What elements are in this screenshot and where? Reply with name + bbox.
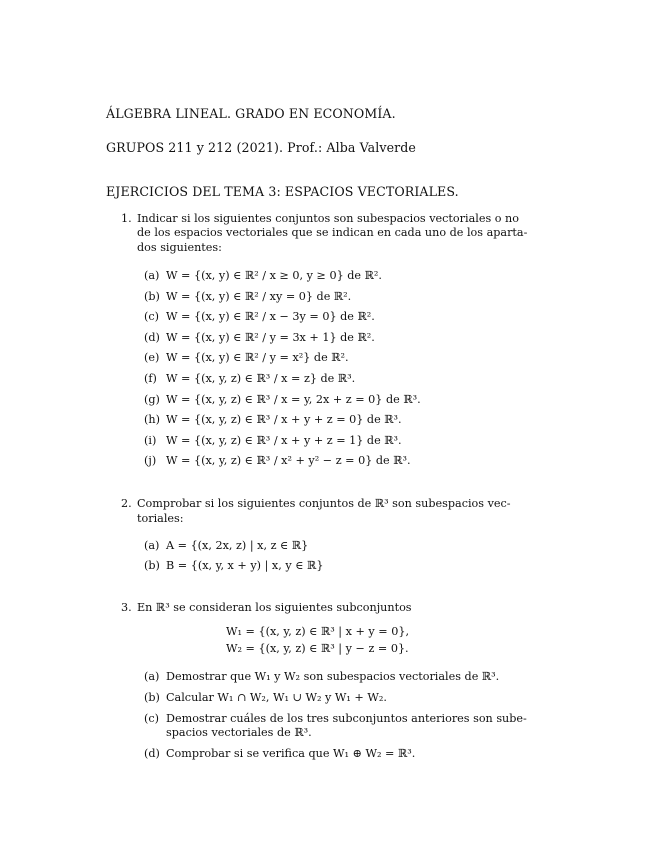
exercise-2-text-line: Comprobar si los siguientes conjuntos de ℝ³ son subespacios vec-	[137, 497, 511, 510]
exercise-3-item-c	[144, 712, 527, 725]
item-text: W = {(x, y, z) ∈ ℝ³ / x + y + z = 1} de ℝ³.	[166, 434, 402, 447]
item-label: (i)	[144, 434, 157, 447]
exercise-1-item-f	[144, 372, 355, 385]
exercise-3-item-b	[144, 691, 387, 704]
item-text: W = {(x, y) ∈ ℝ² / x ≥ 0, y ≥ 0} de ℝ².	[166, 269, 382, 282]
item-label: (d)	[144, 331, 160, 344]
item-text: W = {(x, y, z) ∈ ℝ³ / x = z} de ℝ³.	[166, 372, 356, 385]
exercise-2-item-b	[144, 559, 323, 572]
exercise-1-item-c	[144, 310, 375, 323]
item-label: (b)	[144, 290, 160, 303]
item-text: Demostrar cuáles de los tres subconjuntos anteriores son sube-	[166, 712, 527, 725]
item-text: W = {(x, y, z) ∈ ℝ³ / x + y + z = 0} de ℝ³.	[166, 413, 402, 426]
item-label: (h)	[144, 413, 160, 426]
item-label: (b)	[144, 559, 160, 572]
exercise-2-number: 2.	[121, 497, 132, 510]
item-label: (g)	[144, 393, 160, 406]
item-label: (j)	[144, 454, 157, 467]
item-label: (a)	[144, 269, 160, 282]
exercise-2-item-a	[144, 539, 308, 552]
item-label: (f)	[144, 372, 157, 385]
exercise-1-item-d	[144, 331, 375, 344]
item-text: W = {(x, y) ∈ ℝ² / y = x²} de ℝ².	[166, 351, 349, 364]
item-label: (b)	[144, 691, 160, 704]
exercise-3-item-a	[144, 670, 499, 683]
item-text: W = {(x, y, z) ∈ ℝ³ / x = y, 2x + z = 0} de ℝ³.	[166, 393, 421, 406]
topic-heading: EJERCICIOS DEL TEMA 3: ESPACIOS VECTORIALES.	[106, 184, 459, 199]
equation-w1: W₁ = {(x, y, z) ∈ ℝ³ | x + y = 0},	[226, 625, 410, 638]
item-text: B = {(x, y, x + y) | x, y ∈ ℝ}	[166, 559, 324, 572]
document-title: ÁLGEBRA LINEAL. GRADO EN ECONOMÍA.	[106, 106, 396, 121]
item-text: A = {(x, 2x, z) | x, z ∈ ℝ}	[166, 539, 309, 552]
exercise-3-number: 3.	[121, 601, 132, 614]
exercise-3-item-d	[144, 747, 415, 760]
exercise-1-item-i	[144, 434, 402, 447]
item-label: (e)	[144, 351, 160, 364]
exercise-3-item-c-continuation: spacios vectoriales de ℝ³.	[166, 726, 312, 739]
item-label: (c)	[144, 310, 159, 323]
item-label: (a)	[144, 670, 160, 683]
groups-line: GRUPOS 211 y 212 (2021). Prof.: Alba Valverde	[106, 140, 416, 155]
item-text: W = {(x, y) ∈ ℝ² / x − 3y = 0} de ℝ².	[166, 310, 375, 323]
item-text: W = {(x, y) ∈ ℝ² / y = 3x + 1} de ℝ².	[166, 331, 375, 344]
exercise-1-item-h	[144, 413, 402, 426]
exercise-2-text-line: toriales:	[137, 512, 184, 525]
exercise-1-item-j	[144, 454, 411, 467]
exercise-1-item-b	[144, 290, 351, 303]
item-text: W = {(x, y) ∈ ℝ² / xy = 0} de ℝ².	[166, 290, 352, 303]
exercise-1-number: 1.	[121, 212, 132, 225]
exercise-1-item-a	[144, 269, 382, 282]
exercise-1-text-line: dos siguientes:	[137, 241, 222, 254]
item-label: (d)	[144, 747, 160, 760]
item-text: W = {(x, y, z) ∈ ℝ³ / x² + y² − z = 0} de ℝ³.	[166, 454, 411, 467]
exercise-1-item-e	[144, 351, 349, 364]
exercise-1-item-g	[144, 393, 421, 406]
item-label: (a)	[144, 539, 160, 552]
item-text: Demostrar que W₁ y W₂ son subespacios vectoriales de ℝ³.	[166, 670, 500, 683]
exercise-3-intro: En ℝ³ se consideran los siguientes subconjuntos	[137, 601, 412, 614]
item-text: Calcular W₁ ∩ W₂, W₁ ∪ W₂ y W₁ + W₂.	[166, 691, 387, 704]
exercise-1-text-line: de los espacios vectoriales que se indican en cada uno de los aparta-	[137, 226, 528, 239]
item-text: Comprobar si se verifica que W₁ ⊕ W₂ = ℝ³.	[166, 747, 416, 760]
equation-w2: W₂ = {(x, y, z) ∈ ℝ³ | y − z = 0}.	[226, 642, 409, 655]
exercise-1-text-line: Indicar si los siguientes conjuntos son subespacios vectoriales o no	[137, 212, 519, 225]
item-label: (c)	[144, 712, 159, 725]
